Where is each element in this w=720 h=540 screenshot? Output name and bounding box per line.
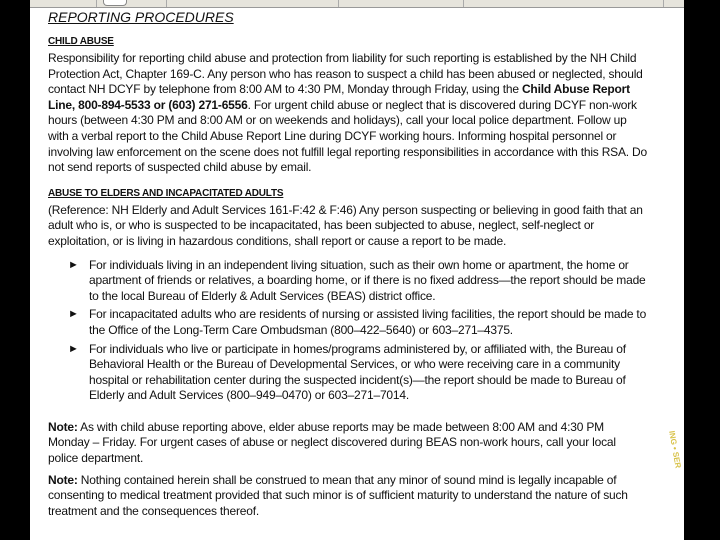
child-abuse-heading: CHILD ABUSE [48, 36, 114, 47]
list-item-text: For individuals living in an independent living situation, such as their own home or apartment, the home or apartment of friends or relatives, a boarding home, or if there is no fixed address—the report should be made to the local Bureau of Elderly & Adult Services (BEAS) district office. [89, 257, 646, 303]
bullet-arrow-icon: ► [68, 308, 79, 321]
page-title: REPORTING PROCEDURES [48, 9, 234, 25]
bullet-arrow-icon: ► [68, 342, 79, 355]
note-label: Note: [48, 472, 78, 487]
elder-abuse-heading: ABUSE TO ELDERS AND INCAPACITATED ADULTS [48, 187, 284, 199]
child-abuse-text-2: . For urgent child abuse or neglect that is discovered during DCYF non-work hours (between 4:30 PM and 8:00 AM or on weekends and holidays), call your local police department. Follow up with a verbal report to the Child Abuse Report Line during DCYF working hours. Informing hospital personnel or involving law enforcement on the scene does not fulfill legal reporting responsibilities in accordance with this RSA. Do not send reports of suspected child abuse by email. [48, 97, 647, 175]
note-text: As with child abuse reporting above, elder abuse reports may be made between 8:00 AM and 4:30 PM Monday – Friday. For urgent cases of abuse or neglect discovered during BEAS non-work hours, call your local police department. [48, 419, 616, 466]
divider [166, 0, 167, 7]
divider [338, 0, 339, 7]
child-abuse-text: Responsibility for reporting child abuse and protection from liability for such reporting is established by the NH Child Protection Act, Chapter 169-C. Any person who has reason to suspect a child has been abused or neglected, should contact NH DCYF by telephone from 8:00 AM to 4:30 PM, Monday through Friday, using the [48, 51, 643, 97]
toolbar-tab[interactable] [103, 0, 127, 6]
elder-abuse-list [48, 258, 648, 404]
note-minors [48, 473, 648, 520]
list-item [48, 307, 648, 338]
list-item [48, 258, 648, 305]
bullet-arrow-icon: ► [68, 258, 79, 271]
divider [463, 0, 464, 7]
note-hours [48, 420, 648, 467]
divider [96, 0, 97, 7]
note-text: Nothing contained herein shall be construed to mean that any minor of sound mind is legally incapable of consenting to medical treatment provided that such minor is of sufficient maturity to understand the nature of such treatment and the consequences thereof. [48, 472, 628, 518]
document-page [30, 8, 684, 540]
toolbar-strip [30, 0, 684, 8]
divider [663, 0, 664, 7]
side-seal-text: ING • SER [667, 430, 683, 469]
note-label: Note: [48, 419, 78, 434]
hotline-text: Child Abuse Report Line, 800-894-5533 or (603) 271-6556 [48, 82, 630, 112]
list-item-text: For individuals who live or participate in homes/programs administered by, or affiliated with, the Bureau of Behavioral Health or the Bureau of Developmental Services, or who were receiving care in a community hospital or rehabilitation center during the suspected incident(s)—the report should be made to Bureau of Elderly and Adult Services (800–949–0470) or 603–271–7014. [89, 341, 626, 403]
elder-abuse-intro: (Reference: NH Elderly and Adult Services 161-F:42 & F:46) Any person suspecting or believing in good faith that an adult who is, or who is suspected to be incapacitated, has been subjected to abuse, neglect, self-neglect or exploitation, or is living in hazardous conditions, shall report or cause a report to be made. [48, 202, 643, 248]
list-item-text: For incapacitated adults who are residents of nursing or assisted living facilities, the report should be made to the Office of the Long-Term Care Ombudsman (800–422–5640) or 603–271–4375. [89, 307, 647, 337]
child-abuse-paragraph [48, 51, 648, 176]
list-item [48, 342, 648, 404]
